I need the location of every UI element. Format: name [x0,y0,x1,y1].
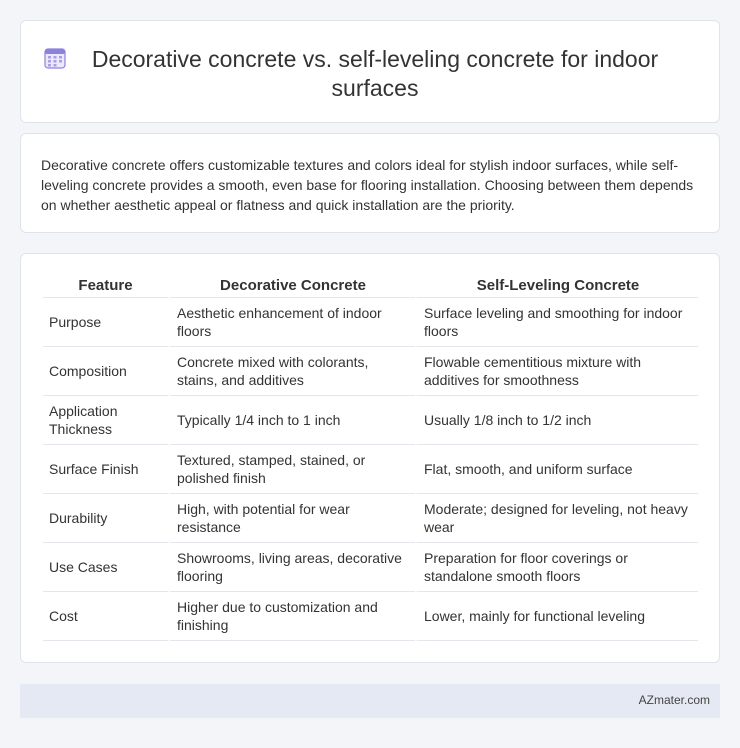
feature-cell: Composition [43,347,168,396]
column-header-self-leveling: Self-Leveling Concrete [415,276,698,298]
table-row [43,494,698,543]
comparison-table-card [20,253,720,663]
self-leveling-cell: Usually 1/8 inch to 1/2 inch [415,396,698,445]
feature-cell: Surface Finish [43,445,168,494]
column-header-feature: Feature [43,276,168,298]
self-leveling-cell: Flat, smooth, and uniform surface [415,445,698,494]
self-leveling-cell: Lower, mainly for functional leveling [415,592,698,641]
decorative-cell: Textured, stamped, stained, or polished finish [168,445,415,494]
feature-cell: Application Thickness [43,396,168,445]
table-header-row [43,276,698,298]
self-leveling-cell: Flowable cementitious mixture with additives for smoothness [415,347,698,396]
comparison-table [43,276,698,641]
feature-cell: Durability [43,494,168,543]
decorative-cell: Higher due to customization and finishing [168,592,415,641]
decorative-cell: Showrooms, living areas, decorative flooring [168,543,415,592]
feature-cell: Purpose [43,298,168,347]
decorative-cell: High, with potential for wear resistance [168,494,415,543]
table-row [43,347,698,396]
table-row [43,445,698,494]
footer-bar [20,684,720,718]
title-card [20,20,720,123]
table-row [43,592,698,641]
table-row [43,298,698,347]
feature-cell: Use Cases [43,543,168,592]
feature-cell: Cost [43,592,168,641]
self-leveling-cell: Preparation for floor coverings or standalone smooth floors [415,543,698,592]
summary-card [20,133,720,233]
table-row [43,396,698,445]
decorative-cell: Typically 1/4 inch to 1 inch [168,396,415,445]
self-leveling-cell: Surface leveling and smoothing for indoor floors [415,298,698,347]
page-title: Decorative concrete vs. self-leveling concrete for indoor surfaces [91,46,659,101]
decorative-cell: Aesthetic enhancement of indoor floors [168,298,415,347]
summary-text: Decorative concrete offers customizable textures and colors ideal for stylish indoor surfaces, while self-leveling concrete provides a smooth, even base for flooring installation. Choosing between them depends on whether aesthetic appeal or flatness and quick installation are the priority. [41,157,694,213]
self-leveling-cell: Moderate; designed for leveling, not heavy wear [415,494,698,543]
table-row [43,543,698,592]
decorative-cell: Concrete mixed with colorants, stains, and additives [168,347,415,396]
column-header-decorative: Decorative Concrete [168,276,415,298]
footer-brand: AZmater.com [638,693,710,707]
